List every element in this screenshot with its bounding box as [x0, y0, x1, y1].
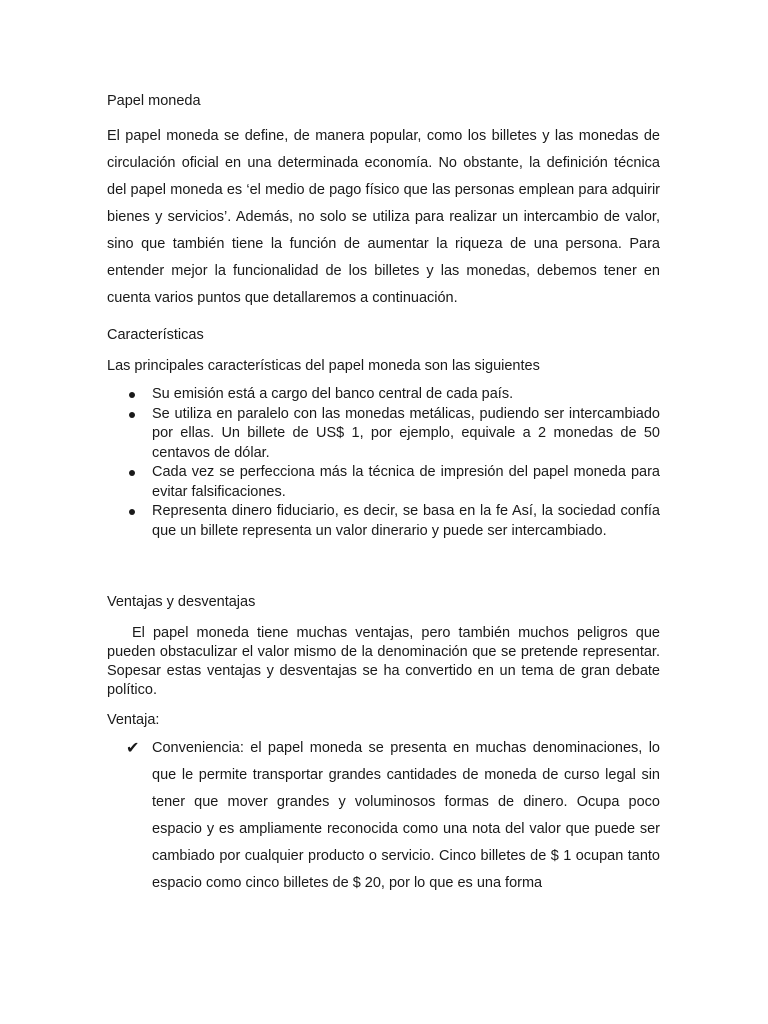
ventajas-list: [107, 735, 660, 897]
caracteristicas-intro: Las principales características del papel moneda son las siguientes: [107, 358, 540, 374]
list-item-text: Su emisión está a cargo del banco central de cada país.: [152, 386, 514, 402]
list-item-text: Representa dinero fiduciario, es decir, se basa en la fe Así, la sociedad confía que un billete representa un valor dinerario y puede ser intercambiado.: [152, 503, 660, 539]
section-heading-caracteristicas: Características: [107, 327, 204, 343]
bullet-dot-icon: [129, 412, 135, 418]
ventaja-subheading: Ventaja:: [107, 712, 160, 728]
list-item: [107, 502, 660, 541]
list-item: [107, 463, 660, 502]
section-heading-ventajas: Ventajas y desventajas: [107, 594, 256, 610]
list-item-text: Conveniencia: el papel moneda se presenta en muchas denominaciones, lo que le permite transportar grandes cantidades de moneda de curso legal sin tener que mover grandes y voluminosos formas de dinero. Ocupa poco espacio y es ampliamente reconocida como una nota del valor que puede ser cambiado por cualquier producto o servicio. Cinco billetes de $ 1 ocupan tanto espacio como cinco billetes de $ 20, por lo que es una forma: [152, 740, 660, 891]
checkmark-icon: ✔: [126, 740, 140, 757]
bullet-dot-icon: [129, 509, 135, 515]
caracteristicas-list: [107, 385, 660, 541]
bullet-dot-icon: [129, 392, 135, 398]
list-item: [107, 735, 660, 897]
list-item-text: Se utiliza en paralelo con las monedas metálicas, pudiendo ser intercambiado por ellas. Un billete de US$ 1, por ejemplo, equivale a 2 monedas de 50 centavos de dólar.: [152, 405, 660, 461]
intro-paragraph: El papel moneda se define, de manera popular, como los billetes y las monedas de circulación oficial en una determinada economía. No obstante, la definición técnica del papel moneda es ‘el medio de pago físico que las personas emplean para adquirir bienes y servicios’. Además, no solo se utiliza para realizar un intercambio de valor, sino que también tiene la función de aumentar la riqueza de una persona. Para entender mejor la funcionalidad de los billetes y las monedas, debemos tener en cuenta varios puntos que detallaremos a continuación.: [107, 128, 660, 306]
list-item-text: Cada vez se perfecciona más la técnica de impresión del papel moneda para evitar falsificaciones.: [152, 464, 660, 500]
list-item: [107, 405, 660, 464]
list-item: [107, 385, 660, 405]
bullet-dot-icon: [129, 470, 135, 476]
section-heading-papel-moneda: Papel moneda: [107, 93, 201, 109]
ventajas-paragraph: El papel moneda tiene muchas ventajas, pero también muchos peligros que pueden obstaculizar el valor mismo de la denominación que se pretende representar. Sopesar estas ventajas y desventajas se ha convertido en un tema de gran debate político.: [107, 625, 660, 698]
